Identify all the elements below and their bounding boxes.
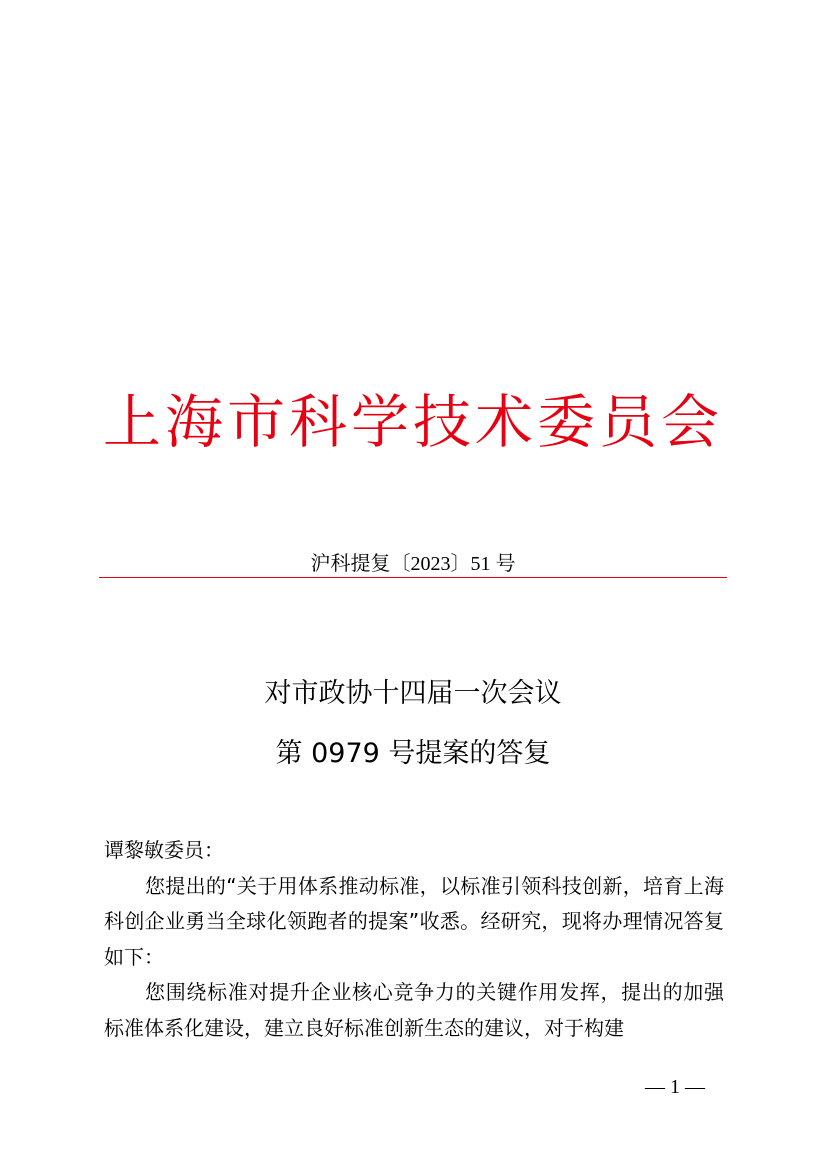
reply-title-line-1: 对市政协十四届一次会议 [264,678,562,709]
body-paragraph-1: 您提出的“关于用体系推动标准，以标准引领科技创新，培育上海科创企业勇当全球化领跑者的提案”收悉。经研究，现将办理情况答复如下： [104,873,724,969]
red-divider-line [99,577,727,578]
salutation: 谭黎敏委员： [104,838,224,862]
reply-title-line-2: 第 0979 号提案的答复 [275,738,551,769]
document-number: 沪科提复〔2023〕51 号 [310,553,516,575]
page-number: — 1 — [645,1076,705,1098]
letter-body [104,833,724,1047]
organization-header: 上海市科学技术委员会 [102,388,723,456]
body-paragraph-2: 您围绕标准对提升企业核心竞争力的关键作用发挥，提出的加强标准体系化建设，建立良好标准创新生态的建议，对于构建 [104,980,724,1040]
